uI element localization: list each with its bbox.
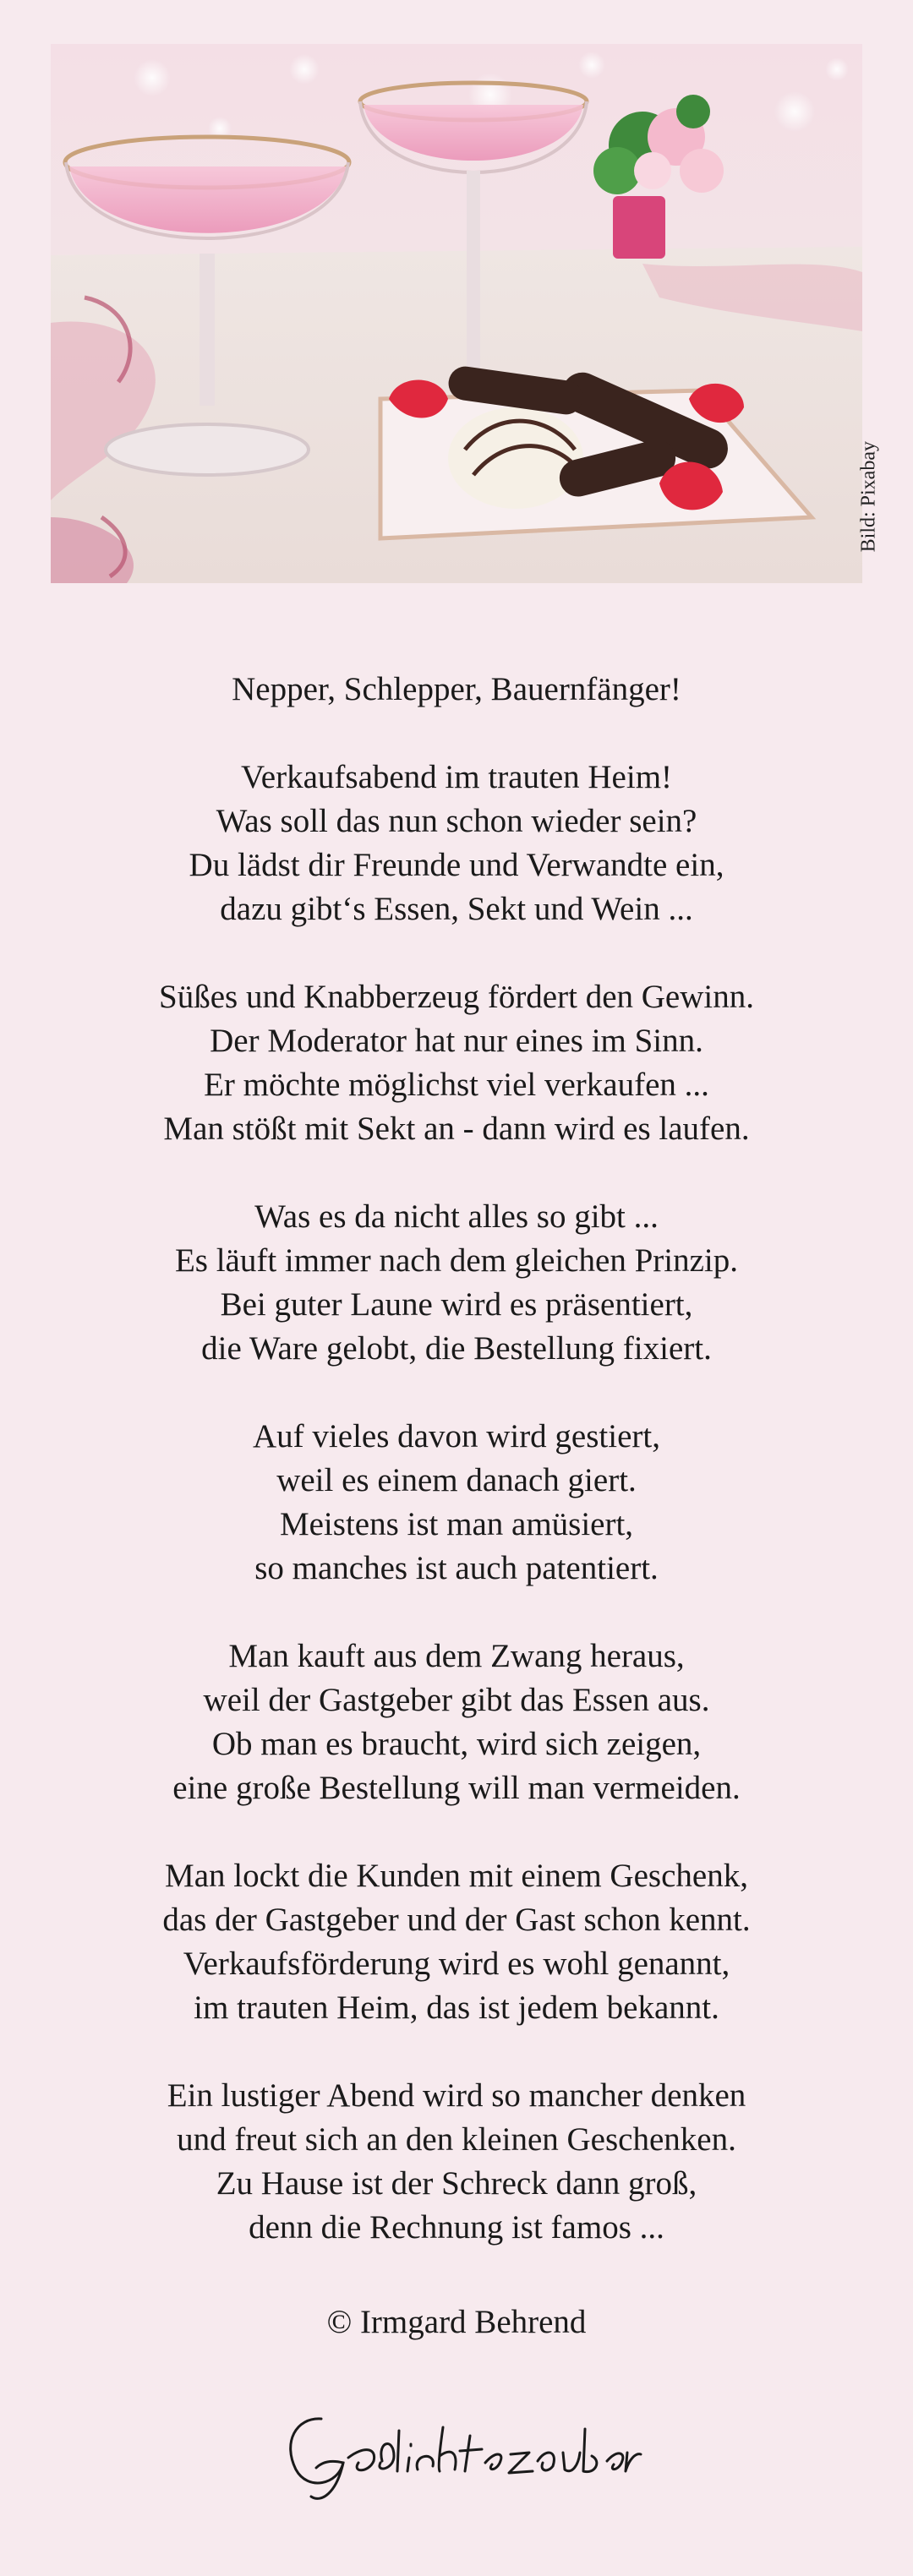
- poem-stanza: [0, 2074, 913, 2250]
- poem-line: Ein lustiger Abend wird so mancher denken: [167, 2077, 746, 2114]
- poem-stanza: [0, 1635, 913, 1810]
- poem-stanzas: [0, 756, 913, 2250]
- poem-line: das der Gastgeber und der Gast schon kennt.: [162, 1902, 751, 1938]
- poem-line: Auf vieles davon wird gestiert,: [253, 1418, 660, 1454]
- image-credit: Bild: Pixabay: [857, 441, 879, 553]
- poem-line: Man kauft aus dem Zwang heraus,: [228, 1638, 685, 1674]
- poem-line: und freut sich an den kleinen Geschenken.: [177, 2121, 736, 2158]
- poem-line: die Ware gelobt, die Bestellung fixiert.: [201, 1330, 712, 1367]
- poem-stanza: [0, 1854, 913, 2030]
- poem-line: Verkaufsförderung wird es wohl genannt,: [183, 1946, 730, 1982]
- poem-line: Süßes und Knabberzeug fördert den Gewinn.: [159, 979, 754, 1015]
- poem-line: Man stößt mit Sekt an - dann wird es laufen.: [163, 1111, 750, 1147]
- poem-line: Zu Hause ist der Schreck dann groß,: [216, 2165, 697, 2202]
- poem-line: Man lockt die Kunden mit einem Geschenk,: [165, 1858, 748, 1894]
- poem-line: Verkaufsabend im trauten Heim!: [240, 759, 673, 795]
- poem-line: Meistens ist man amüsiert,: [279, 1506, 634, 1542]
- poem-line: so manches ist auch patentiert.: [254, 1550, 659, 1586]
- poem-line: im trauten Heim, das ist jedem bekannt.: [194, 1989, 719, 2026]
- poem-stanza: [0, 975, 913, 1151]
- svg-text:Gedichtezauber: Gedichtezauber: [451, 2508, 462, 2509]
- poem: [0, 668, 913, 2294]
- poem-line: weil der Gastgeber gibt das Essen aus.: [203, 1682, 710, 1718]
- poem-line: Es läuft immer nach dem gleichen Prinzip.: [174, 1242, 739, 1279]
- poem-title: Nepper, Schlepper, Bauernfänger!: [232, 671, 681, 707]
- copyright-notice: © Irmgard Behrend: [326, 2304, 587, 2340]
- header-photo: [51, 44, 879, 583]
- poem-line: eine große Bestellung will man vermeiden.: [172, 1770, 741, 1806]
- poem-line: Was soll das nun schon wieder sein?: [216, 803, 697, 839]
- poem-stanza: [0, 756, 913, 931]
- poem-line: Bei guter Laune wird es präsentiert,: [220, 1286, 693, 1323]
- poem-line: Er möchte möglichst viel verkaufen ...: [204, 1067, 709, 1103]
- poem-line: Der Moderator hat nur eines im Sinn.: [210, 1023, 703, 1059]
- poem-stanza: [0, 1415, 913, 1591]
- gedichtezauber-logo: [271, 2392, 642, 2510]
- poem-line: Du lädst dir Freunde und Verwandte ein,: [189, 847, 724, 883]
- poem-line: dazu gibt‘s Essen, Sekt und Wein ...: [220, 891, 693, 927]
- poem-line: weil es einem danach giert.: [276, 1462, 637, 1498]
- poem-line: denn die Rechnung ist famos ...: [249, 2209, 664, 2246]
- poem-stanza: [0, 1195, 913, 1371]
- champagne-glasses-and-sweets-image: [51, 44, 862, 583]
- poem-line: Was es da nicht alles so gibt ...: [254, 1198, 659, 1235]
- poem-line: Ob man es braucht, wird sich zeigen,: [211, 1726, 702, 1762]
